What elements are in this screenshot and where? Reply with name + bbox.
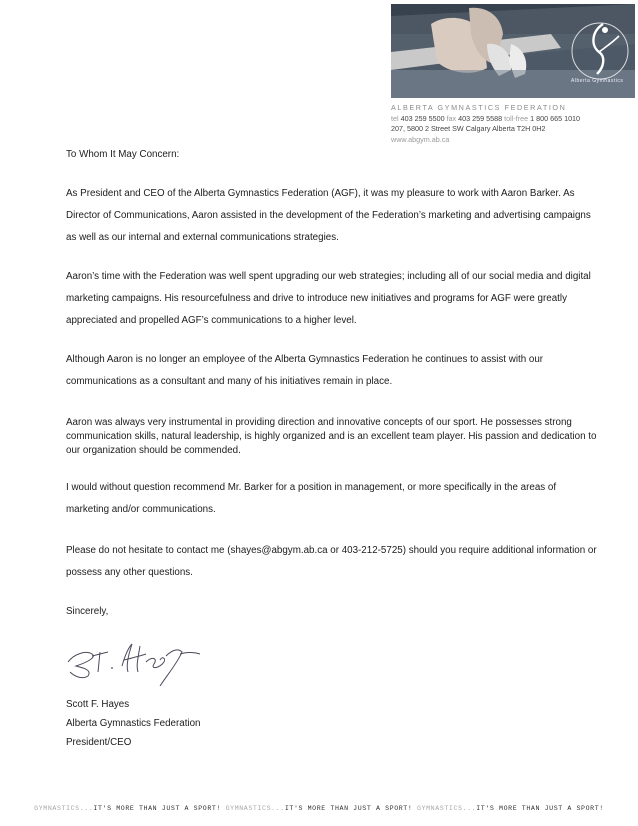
tollfree-label: toll-free [504,113,529,123]
closing: Sincerely, [66,606,109,617]
paragraph-web-strategies: Aaron’s time with the Federation was well spent upgrading our web strategies; including all of our social media and digital marketing campaigns. His resourcefulness and drive to introduce new initiatives and programs for AGF were greatly appreciated and propelled AGF’s communications to a higher level. [66,271,591,326]
footer-slogan [0,805,638,812]
paragraph-qualities: Aaron was always very instrumental in providing direction and innovative concepts of our sport. He possesses strong communication skills, natural leadership, is highly organized and is an excellent team player. His passion and dedication to our organization should be commended. [66,417,597,456]
signature [62,632,212,688]
footer-slogan-2: IT'S MORE THAN JUST A SPORT! [284,805,413,812]
footer-word-2: GYMNASTICS... [225,805,285,812]
paragraph-consultant: Although Aaron is no longer an employee of the Alberta Gymnastics Federation he continues to assist with our communications as a consultant and many of his initiatives remain in place. [66,354,544,387]
logo-text: Alberta Gymnastics [571,78,624,84]
phone-line [391,114,580,125]
tel-number: 403 259 5500 [400,113,445,123]
paragraph-recommendation: I would without question recommend Mr. Barker for a position in management, or more specifically in the areas of marketing and/or communications. [66,482,557,515]
footer-word-3: GYMNASTICS... [416,805,477,812]
signer-block [66,695,598,752]
paragraph-intro: As President and CEO of the Alberta Gymnastics Federation (AGF), it was my pleasure to work with Aaron Barker. As Director of Communications, Aaron assisted in the development of the Federation’s marketing and advertising campaigns as well as our internal and external communications strategies. [66,188,591,243]
tollfree-number: 1 800 665 1010 [530,113,581,123]
fax-label: fax [446,113,457,123]
paragraph-contact: Please do not hesitate to contact me (shayes@abgym.ab.ca or 403-212-5725) should you require additional information or possess any other questions. [66,545,597,578]
footer-slogan-3: IT'S MORE THAN JUST A SPORT! [476,805,604,812]
signer-org: Alberta Gymnastics Federation [66,718,201,729]
salutation: To Whom It May Concern: [66,149,180,160]
fax-number: 403 259 5588 [458,113,503,123]
footer-slogan-1: IT'S MORE THAN JUST A SPORT! [93,805,222,812]
letterhead-address-block [391,103,580,145]
org-name: ALBERTA GYMNASTICS FEDERATION [391,103,567,112]
street-address: 207, 5800 2 Street SW Calgary Alberta T2H 0H2 [391,124,546,133]
footer-word-1: GYMNASTICS... [34,805,94,812]
website: www.abgym.ab.ca [391,134,450,144]
letterhead-photo [391,4,635,98]
signer-title: President/CEO [66,737,132,748]
signer-name: Scott F. Hayes [66,699,130,710]
tel-label: tel [391,113,399,123]
